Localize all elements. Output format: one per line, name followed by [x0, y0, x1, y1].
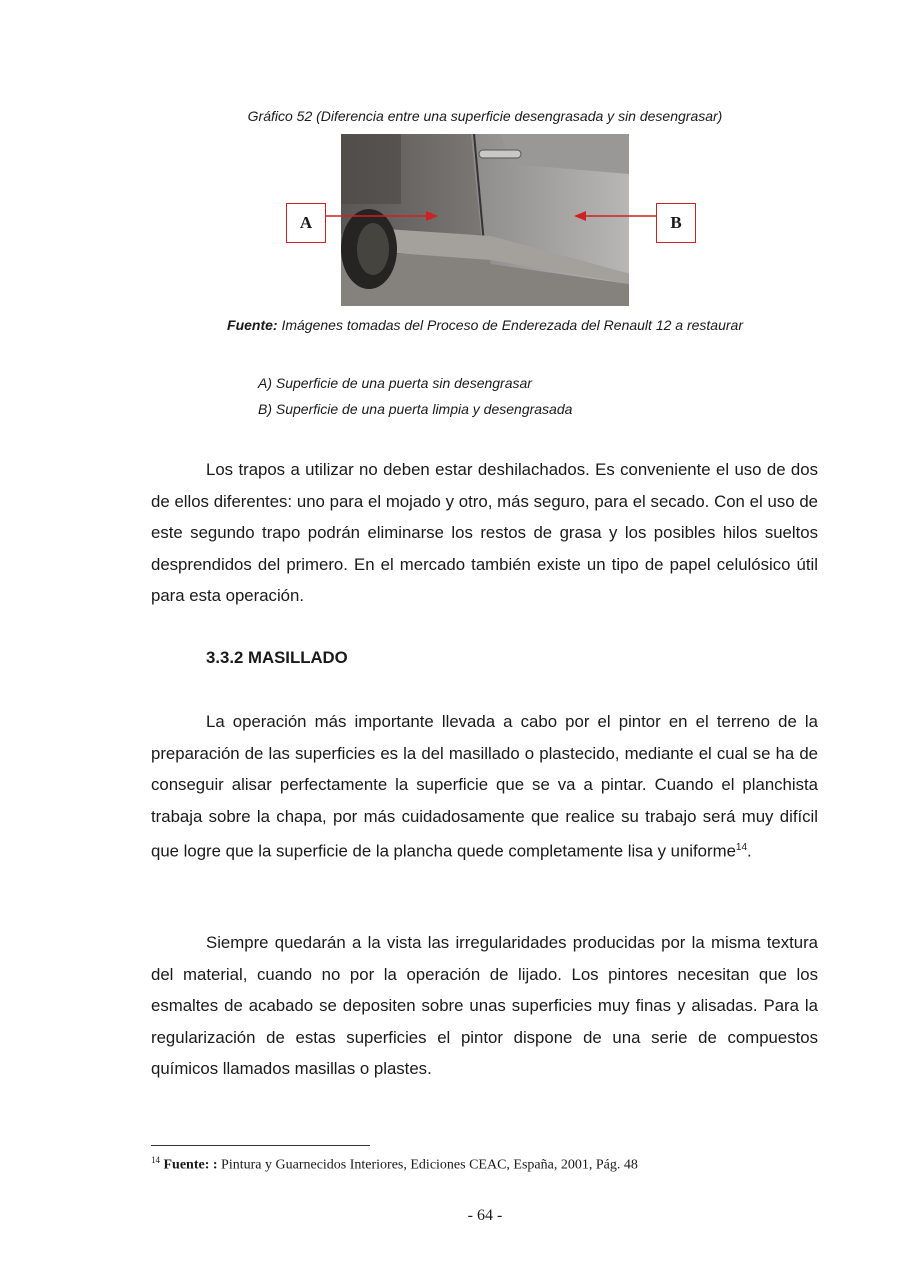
paragraph-masillado-end: . [747, 841, 752, 861]
footnote-ref[interactable]: 14 [735, 842, 748, 854]
footnote [151, 1155, 638, 1174]
label-b-box [656, 203, 696, 243]
legend-a: A) Superficie de una puerta sin desengrasar [258, 375, 532, 391]
figure-source [0, 317, 905, 333]
paragraph-trapos: Los trapos a utilizar no deben estar deshilachados. Es conveniente el uso de dos de ellos diferentes: uno para el mojado y otro, más seguro, para el secado. Con el uso de este segundo trapo podrán eliminarse los restos de grasa y los posibles hilos sueltos desprendidos del primero. En el mercado también existe un tipo de papel celulósico útil para esta operación. [151, 460, 818, 606]
section-heading: 3.3.2 MASILLADO [206, 648, 348, 667]
label-a: A [299, 213, 313, 232]
label-a-box [286, 203, 326, 243]
footnote-label: Fuente: : [163, 1157, 218, 1173]
figure-caption: Gráfico 52 (Diferencia entre una superficie desengrasada y sin desengrasar) [247, 108, 723, 124]
car-door-photo [341, 134, 629, 306]
footnote-number: 14 [151, 1155, 160, 1165]
paragraph-irregularidades: Siempre quedarán a la vista las irregularidades producidas por la misma textura del material, cuando no por la operación de lijado. Los pintores necesitan que los esmaltes de acabado se depositen sobre unas superficies muy finas y alisadas. Para la regularización de estas superficies el pintor dispone de una serie de compuestos químicos llamados masillas o plastes. [151, 933, 818, 1079]
paragraph-masillado [151, 706, 818, 868]
source-label: Fuente: [227, 317, 278, 333]
car-door-illustration [341, 134, 629, 306]
label-b: B [670, 213, 682, 232]
footnote-text: Pintura y Guarnecidos Interiores, Ediciones CEAC, España, 2001, Pág. 48 [217, 1157, 638, 1173]
legend-b: B) Superficie de una puerta limpia y desengrasada [258, 401, 573, 417]
footnote-divider [151, 1145, 370, 1146]
page-number: - 64 - [467, 1207, 503, 1224]
source-text: Imágenes tomadas del Proceso de Enderezada del Renault 12 a restaurar [277, 317, 743, 333]
paragraph-masillado-text: La operación más importante llevada a cabo por el pintor en el terreno de la preparación de las superficies es la del masillado o plastecido, mediante el cual se ha de conseguir alisar perfectamente la superficie que se va a pintar. Cuando el planchista trabaja sobre la chapa, por más cuidadosamente que realice su trabajo será muy difícil que logre que la superficie de la plancha quede completamente lisa y uniforme [151, 712, 818, 861]
